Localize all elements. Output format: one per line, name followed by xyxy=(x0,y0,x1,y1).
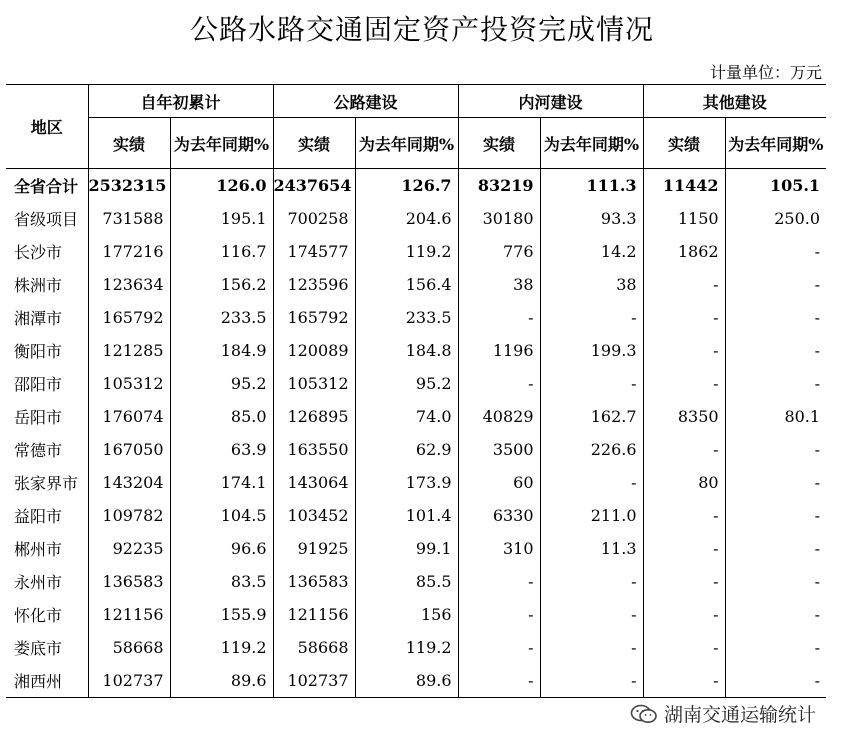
table-row xyxy=(6,499,826,532)
unit-label: 计量单位：万元 xyxy=(709,63,822,82)
cell-yoy: 233.5 xyxy=(355,301,458,334)
cell-actual: - xyxy=(643,367,725,400)
cell-yoy: 226.6 xyxy=(540,433,643,466)
watermark xyxy=(630,700,816,727)
header-yoy: 为去年同期% xyxy=(355,118,458,169)
cell-yoy: - xyxy=(540,631,643,664)
cell-actual: 700258 xyxy=(273,202,355,235)
cell-yoy: 85.0 xyxy=(170,400,273,433)
cell-yoy: - xyxy=(725,334,826,367)
region-name: 益阳市 xyxy=(14,507,63,526)
cell-yoy: 199.3 xyxy=(540,334,643,367)
table-row xyxy=(6,466,826,499)
cell-yoy: 93.3 xyxy=(540,202,643,235)
region-name: 株洲市 xyxy=(14,276,63,295)
cell-yoy: 116.7 xyxy=(170,235,273,268)
cell-actual: - xyxy=(643,301,725,334)
investment-table xyxy=(6,84,826,698)
cell-yoy: - xyxy=(725,235,826,268)
table-row xyxy=(6,169,826,203)
cell-actual: 143204 xyxy=(88,466,170,499)
region-name: 怀化市 xyxy=(14,606,63,625)
cell-actual: 102737 xyxy=(273,664,355,698)
header-actual: 实绩 xyxy=(273,118,355,169)
wechat-icon xyxy=(630,703,658,725)
cell-actual: 103452 xyxy=(273,499,355,532)
region-name: 湘潭市 xyxy=(14,309,63,328)
cell-actual: 30180 xyxy=(458,202,540,235)
cell-yoy: - xyxy=(725,367,826,400)
cell-yoy: 38 xyxy=(540,268,643,301)
cell-actual: - xyxy=(458,664,540,698)
cell-yoy: 96.6 xyxy=(170,532,273,565)
cell-yoy: 233.5 xyxy=(170,301,273,334)
cell-actual: 177216 xyxy=(88,235,170,268)
region-name: 永州市 xyxy=(14,573,63,592)
region-name: 常德市 xyxy=(14,441,63,460)
table-row xyxy=(6,532,826,565)
cell-actual: 109782 xyxy=(88,499,170,532)
cell-actual: - xyxy=(643,433,725,466)
cell-yoy: 184.8 xyxy=(355,334,458,367)
cell-actual: 60 xyxy=(458,466,540,499)
cell-yoy: 74.0 xyxy=(355,400,458,433)
cell-actual: 6330 xyxy=(458,499,540,532)
header-yoy: 为去年同期% xyxy=(725,118,826,169)
cell-actual: 165792 xyxy=(88,301,170,334)
cell-actual: 123596 xyxy=(273,268,355,301)
cell-yoy: 80.1 xyxy=(725,400,826,433)
region-name: 娄底市 xyxy=(14,639,63,658)
cell-yoy: - xyxy=(540,301,643,334)
cell-actual: 40829 xyxy=(458,400,540,433)
cell-yoy: 126.7 xyxy=(355,169,458,203)
cell-actual: - xyxy=(643,631,725,664)
table-row xyxy=(6,334,826,367)
cell-yoy: 174.1 xyxy=(170,466,273,499)
cell-actual: 3500 xyxy=(458,433,540,466)
cell-actual: 143064 xyxy=(273,466,355,499)
region-name: 邵阳市 xyxy=(14,375,63,394)
page-title: 公路水路交通固定资产投资完成情况 xyxy=(189,13,654,46)
cell-yoy: 195.1 xyxy=(170,202,273,235)
cell-yoy: 155.9 xyxy=(170,598,273,631)
cell-actual: 58668 xyxy=(88,631,170,664)
header-yoy: 为去年同期% xyxy=(170,118,273,169)
table-row xyxy=(6,301,826,334)
cell-yoy: - xyxy=(540,367,643,400)
cell-yoy: 119.2 xyxy=(355,631,458,664)
region-name: 张家界市 xyxy=(14,474,79,493)
cell-actual: 102737 xyxy=(88,664,170,698)
cell-yoy: 204.6 xyxy=(355,202,458,235)
cell-yoy: 14.2 xyxy=(540,235,643,268)
table-row xyxy=(6,598,826,631)
cell-actual: 80 xyxy=(643,466,725,499)
cell-yoy: 119.2 xyxy=(170,631,273,664)
cell-yoy: 89.6 xyxy=(170,664,273,698)
cell-actual: 120089 xyxy=(273,334,355,367)
cell-yoy: - xyxy=(725,565,826,598)
cell-yoy: 89.6 xyxy=(355,664,458,698)
cell-actual: - xyxy=(643,598,725,631)
cell-yoy: 184.9 xyxy=(170,334,273,367)
cell-actual: 105312 xyxy=(88,367,170,400)
cell-actual: 165792 xyxy=(273,301,355,334)
table-row xyxy=(6,235,826,268)
cell-actual: - xyxy=(643,499,725,532)
table-row xyxy=(6,664,826,698)
cell-actual: - xyxy=(643,664,725,698)
cell-yoy: 101.4 xyxy=(355,499,458,532)
cell-actual: 105312 xyxy=(273,367,355,400)
cell-actual: 126895 xyxy=(273,400,355,433)
header-actual: 实绩 xyxy=(643,118,725,169)
table-row xyxy=(6,565,826,598)
cell-yoy: 173.9 xyxy=(355,466,458,499)
header-group-highway: 公路建设 xyxy=(273,85,458,118)
header-group-total: 自年初累计 xyxy=(88,85,273,118)
table-row xyxy=(6,433,826,466)
cell-actual: 11442 xyxy=(643,169,725,203)
cell-yoy: 156.4 xyxy=(355,268,458,301)
cell-yoy: 11.3 xyxy=(540,532,643,565)
watermark-text: 湖南交通运输统计 xyxy=(663,704,816,726)
cell-yoy: 250.0 xyxy=(725,202,826,235)
cell-yoy: - xyxy=(540,466,643,499)
cell-actual: 58668 xyxy=(273,631,355,664)
cell-yoy: 119.2 xyxy=(355,235,458,268)
cell-actual: 136583 xyxy=(88,565,170,598)
header-actual: 实绩 xyxy=(458,118,540,169)
table-row xyxy=(6,268,826,301)
cell-actual: 2532315 xyxy=(88,169,170,203)
region-name: 湘西州 xyxy=(6,664,88,698)
cell-yoy: 62.9 xyxy=(355,433,458,466)
cell-actual: 83219 xyxy=(458,169,540,203)
cell-yoy: - xyxy=(725,598,826,631)
header-actual: 实绩 xyxy=(88,118,170,169)
cell-actual: 1150 xyxy=(643,202,725,235)
cell-actual: 167050 xyxy=(88,433,170,466)
region-name: 长沙市 xyxy=(14,243,63,262)
cell-yoy: - xyxy=(540,664,643,698)
cell-actual: - xyxy=(458,565,540,598)
cell-yoy: 104.5 xyxy=(170,499,273,532)
table-row xyxy=(6,202,826,235)
cell-actual: - xyxy=(458,631,540,664)
cell-yoy: - xyxy=(725,499,826,532)
cell-yoy: - xyxy=(540,565,643,598)
table-body xyxy=(6,169,826,698)
region-name: 省级项目 xyxy=(14,210,79,229)
table-row xyxy=(6,367,826,400)
table-row xyxy=(6,631,826,664)
cell-yoy: 162.7 xyxy=(540,400,643,433)
cell-actual: - xyxy=(643,334,725,367)
cell-actual: 2437654 xyxy=(273,169,355,203)
cell-actual: 8350 xyxy=(643,400,725,433)
region-name: 全省合计 xyxy=(14,177,79,196)
cell-actual: - xyxy=(458,301,540,334)
cell-actual: - xyxy=(458,367,540,400)
cell-actual: 38 xyxy=(458,268,540,301)
header-group-other: 其他建设 xyxy=(643,85,826,118)
region-name: 岳阳市 xyxy=(14,408,63,427)
cell-yoy: - xyxy=(725,433,826,466)
cell-yoy: - xyxy=(725,301,826,334)
cell-actual: - xyxy=(643,565,725,598)
cell-yoy: - xyxy=(540,598,643,631)
region-name: 衡阳市 xyxy=(14,342,63,361)
cell-yoy: - xyxy=(725,532,826,565)
cell-yoy: 111.3 xyxy=(540,169,643,203)
cell-actual: 121285 xyxy=(88,334,170,367)
cell-yoy: 211.0 xyxy=(540,499,643,532)
cell-actual: 174577 xyxy=(273,235,355,268)
cell-yoy: 63.9 xyxy=(170,433,273,466)
cell-actual: 123634 xyxy=(88,268,170,301)
cell-yoy: 105.1 xyxy=(725,169,826,203)
cell-yoy: 83.5 xyxy=(170,565,273,598)
cell-actual: 731588 xyxy=(88,202,170,235)
table-row xyxy=(6,400,826,433)
cell-actual: 121156 xyxy=(273,598,355,631)
cell-actual: 776 xyxy=(458,235,540,268)
cell-yoy: 156 xyxy=(355,598,458,631)
cell-actual: 136583 xyxy=(273,565,355,598)
cell-actual: 1862 xyxy=(643,235,725,268)
cell-yoy: - xyxy=(725,631,826,664)
cell-actual: 176074 xyxy=(88,400,170,433)
header-yoy: 为去年同期% xyxy=(540,118,643,169)
region-name: 郴州市 xyxy=(14,540,63,559)
cell-actual: 1196 xyxy=(458,334,540,367)
header-group-inland-river: 内河建设 xyxy=(458,85,643,118)
cell-yoy: 95.2 xyxy=(355,367,458,400)
cell-yoy: 85.5 xyxy=(355,565,458,598)
cell-yoy: - xyxy=(725,664,826,698)
cell-actual: - xyxy=(458,598,540,631)
cell-yoy: 95.2 xyxy=(170,367,273,400)
cell-yoy: 156.2 xyxy=(170,268,273,301)
cell-actual: - xyxy=(643,268,725,301)
cell-actual: 310 xyxy=(458,532,540,565)
cell-actual: 163550 xyxy=(273,433,355,466)
cell-actual: - xyxy=(643,532,725,565)
cell-actual: 91925 xyxy=(273,532,355,565)
cell-yoy: - xyxy=(725,466,826,499)
cell-yoy: 99.1 xyxy=(355,532,458,565)
cell-yoy: 126.0 xyxy=(170,169,273,203)
header-region: 地区 xyxy=(6,85,88,169)
cell-yoy: - xyxy=(725,268,826,301)
cell-actual: 92235 xyxy=(88,532,170,565)
cell-actual: 121156 xyxy=(88,598,170,631)
